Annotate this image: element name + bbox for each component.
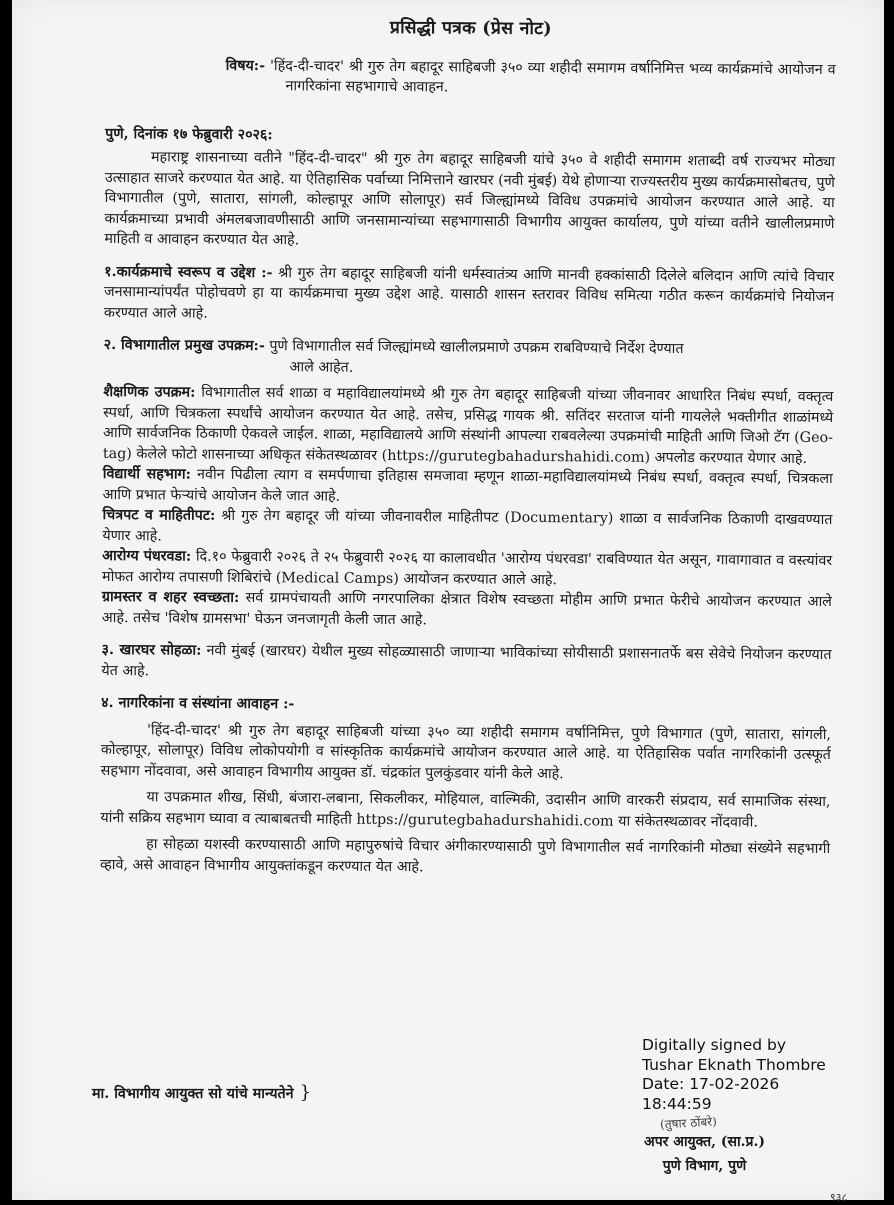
section-2-item [102,505,832,551]
officer-office: पुणे विभाग, पुणे [662,1158,747,1174]
intro-paragraph: महाराष्ट्र शासनाच्या वतीने "हिंद-दी-चादर" श्री गुरु तेग बहादूर साहिबजी यांचे ३५० वे शहीदी समागम शताब्दी वर्ष राज्यभर मोठ्या उत्साहात साजरे करण्यात येत आहे. या ऐतिहासिक पर्वाच्या निमित्ताने खारघर (नवी मुंबई) येथे होणाऱ्या राज्यस्तरीय मुख्य कार्यक्रमासोबतच, पुणे विभागातील (पुणे, सातारा, सांगली, कोल्हापूर आणि सोलापूर) सर्व जिल्ह्यांमध्ये विविध उपक्रमांचे आयोजन करण्यात आले आहे. या कार्यक्रमाच्या प्रभावी अंमलबजावणीसाठी आणि जनसामान्यांच्या सहभागासाठी विभागीय आयुक्त कार्यालय, पुणे यांच्या वतीने खालीलप्रमाणे माहिती व आवाहन करण्यात येत आहे. [104,149,836,249]
section-2-item-text: विभागातील सर्व शाळा व महाविद्यालयांमध्ये श्री गुरु तेग बहादूर साहिबजी यांच्या जीवनावर आधारित निबंध स्पर्धा, वक्तृत्व स्पर्धा, आणि चित्रकला स्पर्धांचे आयोजन करण्यात येत आहे. तसेच, प्रसिद्ध गायक श्री. सतिंदर सरताज यांनी गायलेले भक्तीगीत शाळांमध्ये आणि सार्वजनिक ठिकाणी ऐकवले जाईल. शाळा, महाविद्यालये आणि संस्थांनी आपल्या राबवलेल्या उपक्रमांची माहिती आणि जिओ टॅग (Geo-tag) केलेले फोटो शासनाच्या अधिकृत संकेतस्थळावर (https://gurutegbahadurshahidi.com) अपलोड करण्यात येणार आहे. [102,384,834,467]
dateline: पुणे, दिनांक १७ फेब्रुवारी २०२६: [105,125,273,143]
digital-signature-line: 18:44:59 [642,1094,712,1113]
section-2-item [102,587,832,633]
page-number: ९३८ [830,1191,848,1204]
section-2-item-text: नवीन पिढीला त्याग व समर्पणाचा इतिहास समजावा म्हणून शाळा-महाविद्यालयांमध्ये निबंध स्पर्धा, वक्तृत्व स्पर्धा, चित्रकला आणि प्रभात फेऱ्यांचे आयोजन केले जात आहे. [102,466,833,505]
digital-signature [642,1036,826,1114]
approval-bracket: } [299,1082,312,1103]
section-3 [101,640,831,686]
subject-label: विषय:- [225,57,266,74]
section-4-heading: ४. नागरिकांना व संस्थांना आवाहन :- [101,694,295,713]
section-2-text: पुणे विभागातील सर्व जिल्ह्यांमध्ये खालीलप्रमाणे उपक्रम राबविण्याचे निर्देश देण्यात [269,338,684,358]
section-4-paragraph: हा सोहळा यशस्वी करण्यासाठी आणि महापुरुषांचे विचार अंगीकारण्यासाठी पुणे विभागातील सर्व नागरिकांनी मोठ्या संख्येने सहभागी व्हावे, असे आवाहन विभागीय आयुक्तांकडून करण्यात येत आहे. [99,836,831,875]
officer-stamp-name: (तुषार ठोंबरे) [659,1114,718,1132]
subject-line [225,55,835,100]
section-1 [104,261,834,328]
officer-block [644,1130,765,1178]
digital-signature-line: Digitally signed by [642,1036,787,1054]
section-2-item-text: श्री गुरु तेग बहादूर जी यांच्या जीवनावरील माहितीपट (Documentary) शाळा व सार्वजनिक ठिकाणी दाखवण्यात येणार आहे. [102,507,833,544]
section-3-heading: ३. खारघर सोहळा: [101,641,202,659]
section-2-item-text: सर्व ग्रामपंचायती आणि नगरपालिका क्षेत्रात विशेष स्वच्छता मोहीम आणि प्रभात फेरीचे आयोजन करण्यात आले आहे. तसेच 'विशेष ग्रामसभा' घेऊन जनजागृती केली जात आहे. [101,589,832,628]
section-2-item-label: विद्यार्थी सहभाग: [102,465,191,483]
section-2-item-text: दि.१० फेब्रुवारी २०२६ ते २५ फेब्रुवारी २०२६ या कालावधीत 'आरोग्य पंधरवडा' राबविण्यात येत असून, गावागावात व वस्त्यांवर मोफत आरोग्य तपासणी शिबिरांचे (Medical Camps) आयोजन करण्यात आले आहे. [102,548,833,588]
section-2-item-label: शैक्षणिक उपक्रम: [103,383,196,401]
document-page [12,0,884,1204]
section-4-paragraph: 'हिंद-दी-चादर' श्री गुरु तेग बहादूर साहिबजी यांच्या ३५० व्या शहीदी समागम वर्षानिमित्त, पुणे विभागात (पुणे, सातारा, सांगली, कोल्हापूर, सोलापूर) विविध लोकोपयोगी व सांस्कृतिक कार्यक्रमांचे आयोजन करण्यात आले आहे. या ऐतिहासिक पर्वात नागरिकांनी उत्स्फूर्त सहभाग नोंदवावा, असे आवाहन विभागीय आयुक्त डॉ. चंद्रकांत पुलकुंडवार यांनी केले आहे. [100,721,832,782]
section-2-item-label: चित्रपट व माहितीपट: [102,506,216,524]
officer-title: अपर आयुक्त, (सा.प्र.) [644,1134,765,1150]
section-2-item [103,382,834,469]
section-1-text: श्री गुरु तेग बहादूर साहिबजी यांनी धर्मस्वातंत्र्य आणि मानवी हक्कांसाठी दिलेले बलिदान आणि त्यांचे विचार जनसामान्यांपर्यंत पोहोचवणे हा या कार्यक्रमाचा मुख्य उद्देश आहे. यासाठी शासन स्तरावर विविध समित्या गठीत करून कार्यक्रमांचे नियोजन करण्यात आले आहे. [103,264,835,322]
section-2-item-label: ग्रामस्तर व शहर स्वच्छता: [101,588,240,606]
page-title: प्रसिद्धी पत्रक (प्रेस नोट) [389,17,552,40]
section-2-heading: २. विभागातील प्रमुख उपक्रम:- [103,336,265,355]
section-2-item [103,464,833,510]
approval-text: मा. विभागीय आयुक्त सो यांचे मान्यतेने [92,1086,294,1102]
section-2-item [102,546,832,592]
section-4-paragraph: या उपक्रमात शीख, सिंधी, बंजारा-लबाना, सिकलीकर, मोहियाल, वाल्मिकी, उदासीन आणि वारकरी संप्रदाय, सर्व सामाजिक संस्था, यांनी सक्रिय सहभाग घ्यावा व त्याबाबतची माहिती https://gurutegbahadurshahidi.com या संकेतस्थळावर नोंदवावी. [100,789,831,831]
digital-signature-line: Tushar Eknath Thombre [642,1055,826,1074]
section-2-item-label: आरोग्य पंधरवडा: [102,547,192,565]
subject-text: 'हिंद-दी-चादर' श्री गुरु तेग बहादूर साहिबजी ३५० व्या शहीदी समागम वर्षानिमित्त भव्य कार्यक्रमांचे आयोजन व नागरिकांना सहभागाचे आवाहन. [269,57,836,96]
press-note-body [100,12,836,880]
section-2 [104,335,834,361]
digital-signature-line: Date: 17-02-2026 [642,1075,780,1093]
section-2-text-cont: आले आहेत. [289,358,354,376]
approval-note [92,1082,311,1103]
section-3-text: नवी मुंबई (खारघर) येथील मुख्य सोहळ्यासाठी जाणाऱ्या भाविकांच्या सोयीसाठी प्रशासनातर्फे बस सेवेचे नियोजन करण्यात येत आहे. [101,642,832,679]
section-1-heading: १.कार्यक्रमाचे स्वरूप व उद्देश :- [104,263,273,281]
